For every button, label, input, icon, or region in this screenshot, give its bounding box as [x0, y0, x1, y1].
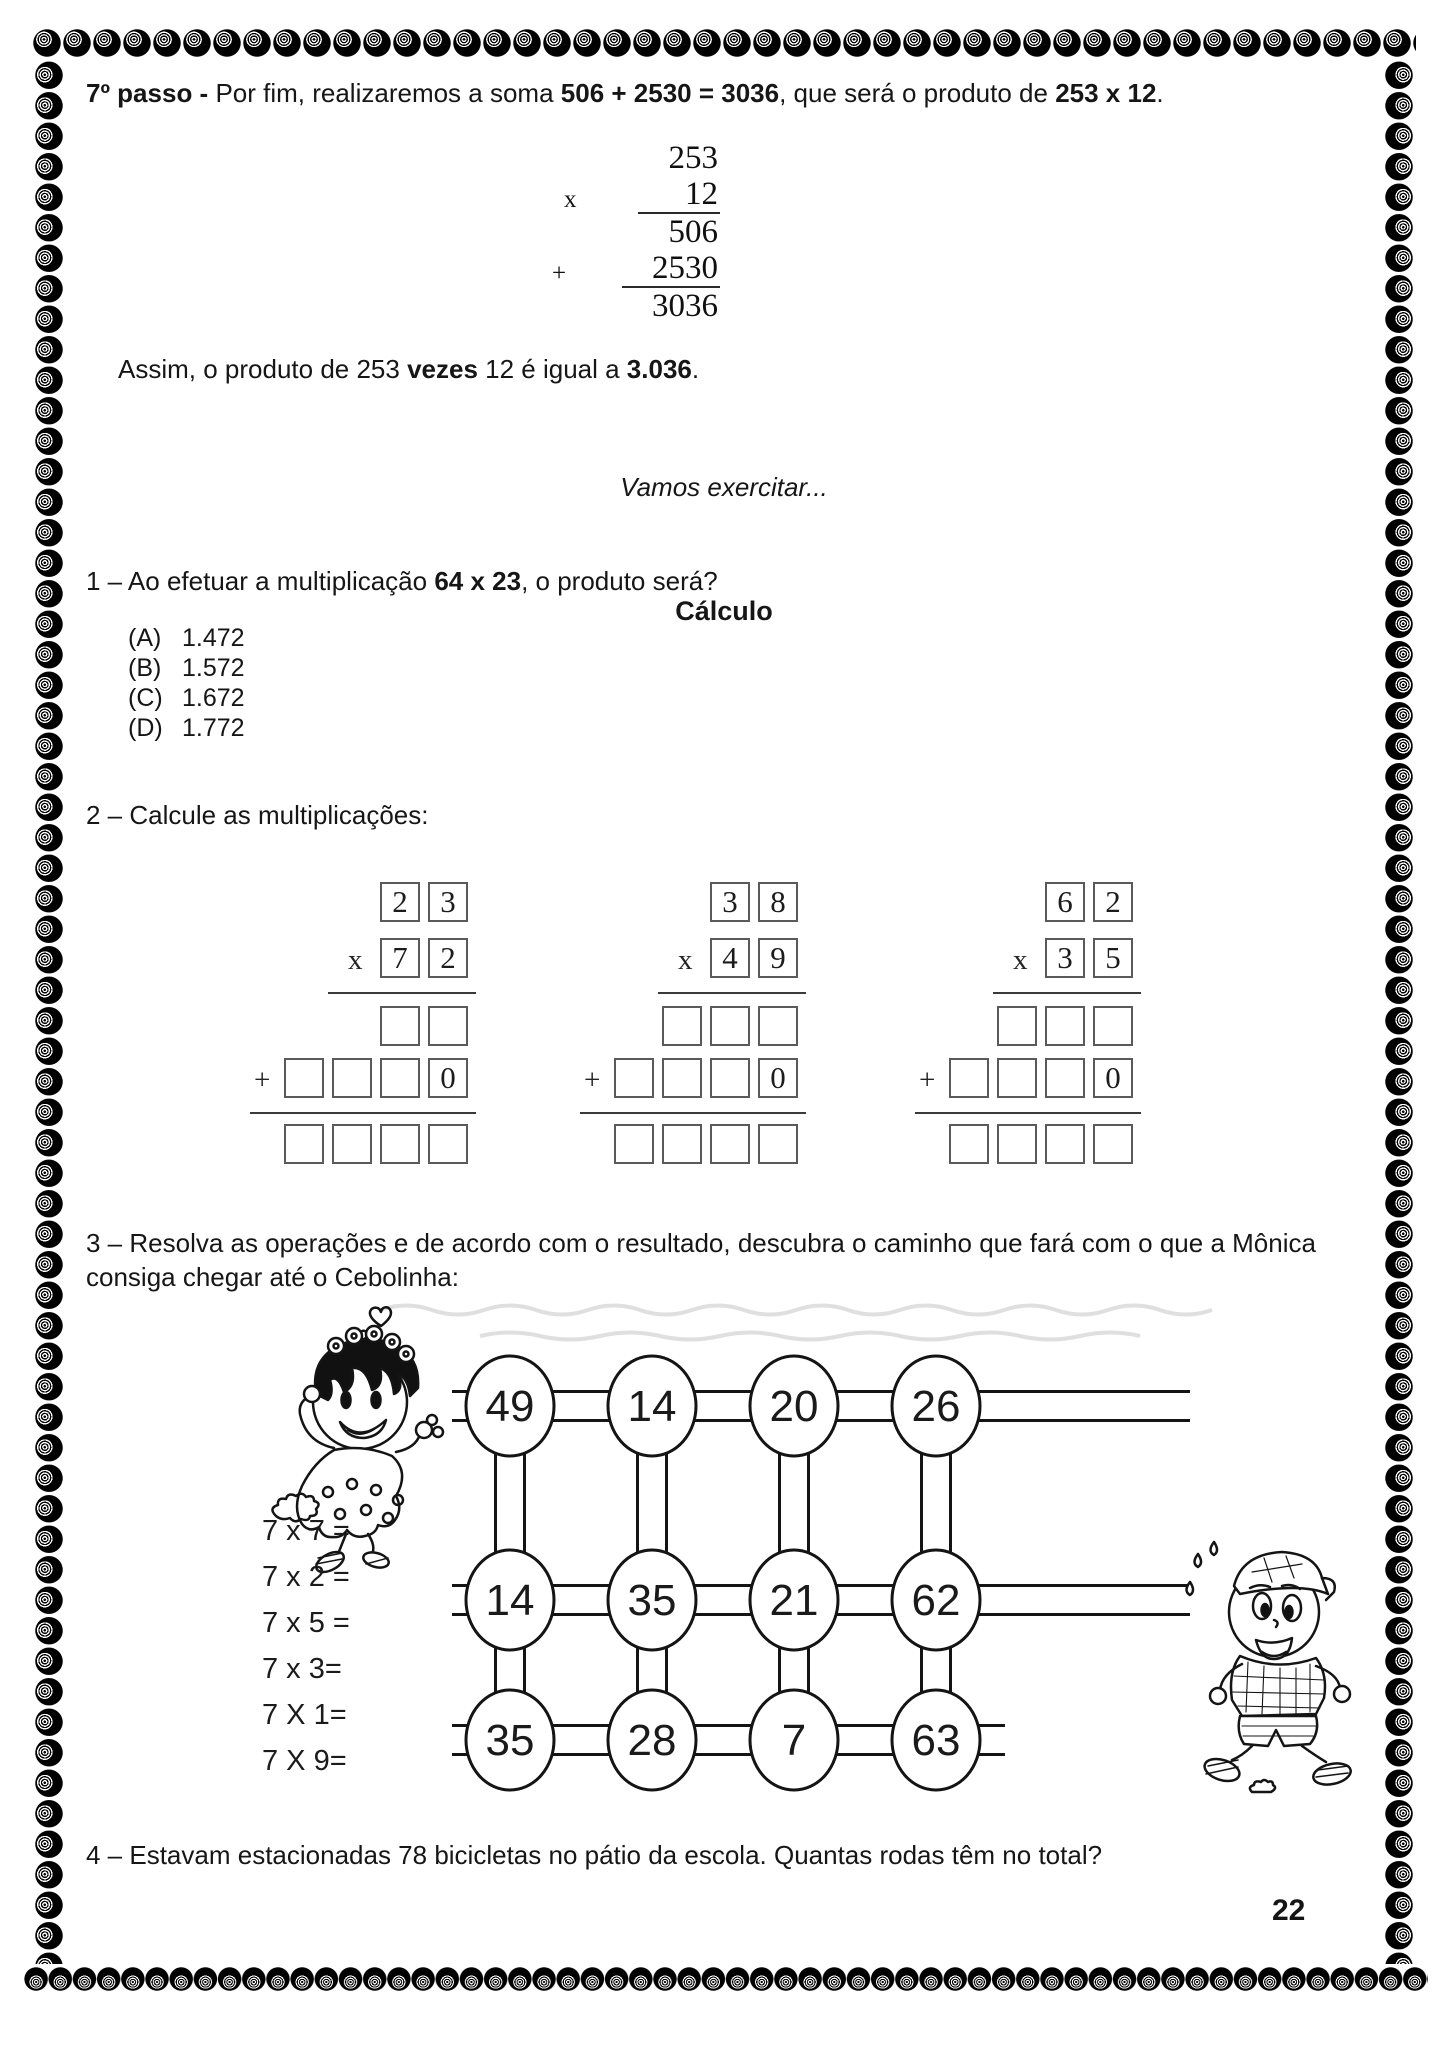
- option-d-letter: (D): [128, 714, 163, 742]
- answer-box: [997, 1124, 1037, 1164]
- digit-box: 9: [758, 938, 798, 978]
- digit-box: 5: [1093, 938, 1133, 978]
- answer-box: [380, 1124, 420, 1164]
- option-b-letter: (B): [128, 654, 162, 682]
- answer-box: [1093, 1124, 1133, 1164]
- question-3-line2: consiga chegar até o Cebolinha:: [86, 1262, 459, 1292]
- maze-node-value: 28: [627, 1716, 677, 1765]
- stack-multiplier-row: [550, 176, 720, 212]
- option-a-value: 1.472: [182, 624, 245, 652]
- maze-node-value: 21: [769, 1576, 819, 1625]
- border-left-beads: [34, 60, 64, 1964]
- answer-box: [614, 1124, 654, 1164]
- conclusion-pre: Assim, o produto de 253: [118, 354, 408, 384]
- digit-box: 3: [428, 882, 468, 922]
- digit-box: 6: [1045, 882, 1085, 922]
- digit-box: 0: [1093, 1058, 1133, 1098]
- answer-box: [284, 1058, 324, 1098]
- dust-cloud: [1250, 1780, 1275, 1792]
- option-d: [128, 714, 245, 744]
- digit-box: 8: [758, 882, 798, 922]
- answer-box: [284, 1124, 324, 1164]
- answer-box: [1045, 1006, 1085, 1046]
- border-top-beads: [32, 28, 1416, 58]
- maze-node-values: [486, 1382, 961, 1765]
- option-a: [128, 624, 245, 654]
- grid-rule: [580, 1112, 806, 1114]
- digit-box: 4: [710, 938, 750, 978]
- step7-paragraph: [86, 76, 1386, 110]
- q1-options: [128, 624, 245, 744]
- heart-icon: [370, 1307, 391, 1326]
- border-bottom-beads: [24, 1966, 1428, 1992]
- option-c-value: 1.672: [182, 684, 245, 712]
- stack-partial2: 2530: [652, 250, 718, 286]
- calc-label: Cálculo: [675, 596, 773, 626]
- question-4: 4 – Estavam estacionadas 78 bicicletas no pátio da escola. Quantas rodas têm no total?: [86, 1840, 1103, 1870]
- maze-node-value: 35: [485, 1716, 535, 1765]
- stack-multiplicand: 253: [668, 140, 718, 176]
- q1-post: , o produto será?: [521, 566, 718, 596]
- sweat-drop: [1187, 1582, 1194, 1595]
- border-right-beads: [1384, 60, 1414, 1964]
- option-c-letter: (C): [128, 684, 163, 712]
- conclusion-bold2: 3.036: [626, 354, 692, 384]
- times-sign: x: [348, 944, 363, 976]
- times-sign: x: [1013, 944, 1028, 976]
- stack-multiplier: 12: [685, 176, 718, 212]
- sweat-drop: [1195, 1554, 1202, 1567]
- answer-box: [662, 1006, 702, 1046]
- plus-sign: +: [584, 1064, 601, 1096]
- maze-node-value: 62: [911, 1576, 961, 1625]
- answer-box: [949, 1124, 989, 1164]
- step7-product: 253 x 12: [1055, 78, 1157, 108]
- maze-node-value: 7: [781, 1716, 807, 1765]
- grid-rule: [658, 992, 806, 994]
- multiplication-grid-3: [915, 878, 1141, 1170]
- step7-sum: 506 + 2530 = 3036: [560, 78, 780, 108]
- answer-box: [662, 1124, 702, 1164]
- answer-box: [710, 1058, 750, 1098]
- q3-expressions: [262, 1508, 350, 1784]
- option-a-letter: (A): [128, 624, 162, 652]
- digit-box: 7: [380, 938, 420, 978]
- maze-graphic: [230, 1290, 1360, 1838]
- answer-box: [1045, 1124, 1085, 1164]
- answer-box: [380, 1058, 420, 1098]
- stack-result: 3036: [652, 288, 718, 324]
- expression: 7 X 1=: [262, 1699, 347, 1731]
- expression: 7 X 9=: [262, 1745, 347, 1777]
- maze-node-value: 63: [911, 1716, 961, 1765]
- answer-box: [949, 1058, 989, 1098]
- digit-box: 2: [428, 938, 468, 978]
- step7-label: 7º passo -: [86, 78, 209, 108]
- sweat-drop: [1211, 1542, 1218, 1555]
- cebolinha-illustration: [1187, 1542, 1353, 1792]
- page-number: 22: [1272, 1894, 1306, 1927]
- plus-sign: +: [254, 1064, 271, 1096]
- conclusion-mid: 12 é igual a: [477, 354, 627, 384]
- question-1: [86, 564, 1386, 598]
- answer-box: [380, 1006, 420, 1046]
- conclusion-sentence: [118, 352, 1318, 386]
- question-2: 2 – Calcule as multiplicações:: [86, 800, 429, 830]
- multiplication-stack: [550, 140, 720, 324]
- step7-intro: Por fim, realizaremos a soma: [208, 78, 561, 108]
- answer-box: [758, 1124, 798, 1164]
- stack-partial1: 506: [668, 214, 718, 250]
- digit-box: 0: [758, 1058, 798, 1098]
- answer-box: [997, 1058, 1037, 1098]
- answer-box: [758, 1006, 798, 1046]
- exercise-banner: Vamos exercitar...: [620, 472, 828, 502]
- answer-box: [1093, 1006, 1133, 1046]
- option-c: [128, 684, 245, 714]
- plus-sign: +: [919, 1064, 936, 1096]
- expression: 7 x 3=: [262, 1653, 342, 1685]
- faded-scribbles: [380, 1306, 1212, 1340]
- maze-node-value: 35: [627, 1576, 677, 1625]
- answer-box: [332, 1124, 372, 1164]
- expression: 7 x 7 =: [262, 1515, 350, 1547]
- multiplication-grid-1: [250, 878, 476, 1170]
- digit-box: 3: [710, 882, 750, 922]
- answer-box: [614, 1058, 654, 1098]
- digit-box: 0: [428, 1058, 468, 1098]
- expression: 7 x 2 =: [262, 1561, 350, 1593]
- option-b: [128, 654, 245, 684]
- conclusion-bold1: vezes: [407, 354, 478, 384]
- grid-rule: [328, 992, 476, 994]
- maze-node-value: 26: [911, 1382, 961, 1431]
- times-sign: x: [564, 186, 577, 213]
- digit-box: 2: [1093, 882, 1133, 922]
- option-b-value: 1.572: [182, 654, 245, 682]
- answer-box: [662, 1058, 702, 1098]
- question-3-line1: 3 – Resolva as operações e de acordo com o resultado, descubra o caminho que fará com o que a Mônica: [86, 1228, 1316, 1258]
- answer-box: [710, 1006, 750, 1046]
- multiplication-grid-2: [580, 878, 806, 1170]
- answer-box: [332, 1058, 372, 1098]
- stack-partial2-row: [550, 250, 720, 286]
- step7-mid: , que será o produto de: [779, 78, 1056, 108]
- q1-pre: 1 – Ao efetuar a multiplicação: [86, 566, 435, 596]
- maze-node-value: 14: [485, 1576, 535, 1625]
- grid-rule: [993, 992, 1141, 994]
- expression: 7 x 5 =: [262, 1607, 350, 1639]
- grid-rule: [250, 1112, 476, 1114]
- digit-box: 2: [380, 882, 420, 922]
- maze-node-value: 49: [485, 1382, 535, 1431]
- step7-period: .: [1156, 78, 1164, 108]
- answer-box: [428, 1006, 468, 1046]
- digit-box: 3: [1045, 938, 1085, 978]
- answer-box: [710, 1124, 750, 1164]
- option-d-value: 1.772: [182, 714, 245, 742]
- times-sign: x: [678, 944, 693, 976]
- conclusion-end: .: [691, 354, 700, 384]
- grid-rule: [915, 1112, 1141, 1114]
- maze-node-value: 20: [769, 1382, 819, 1431]
- maze-node-value: 14: [627, 1382, 677, 1431]
- plus-sign: +: [552, 260, 567, 287]
- answer-box: [1045, 1058, 1085, 1098]
- q1-bold: 64 x 23: [434, 566, 522, 596]
- answer-box: [997, 1006, 1037, 1046]
- answer-box: [428, 1124, 468, 1164]
